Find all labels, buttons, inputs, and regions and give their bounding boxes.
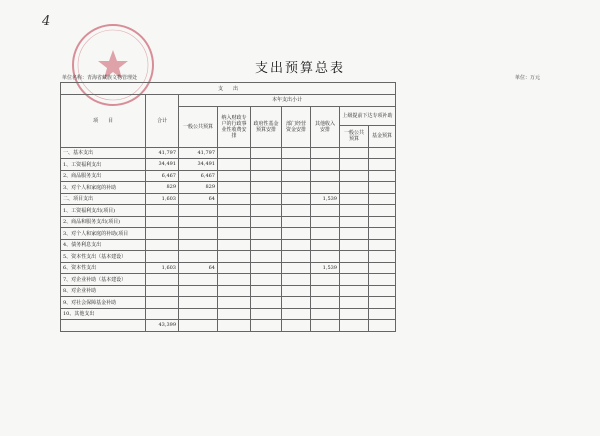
table-cell [311, 251, 340, 263]
table-cell [218, 147, 251, 159]
table-cell [369, 147, 396, 159]
table-cell [311, 147, 340, 159]
table-cell [218, 239, 251, 251]
table-cell: 64 [179, 193, 218, 205]
table-cell [369, 159, 396, 171]
table-cell [369, 228, 396, 240]
table-cell [311, 320, 340, 332]
table-cell [369, 216, 396, 228]
table-cell [311, 228, 340, 240]
table-cell [251, 297, 282, 309]
table-cell [251, 228, 282, 240]
table-cell: 34,491 [179, 159, 218, 171]
table-row [61, 205, 396, 217]
table-cell [146, 228, 179, 240]
table-cell [282, 228, 311, 240]
table-cell [179, 251, 218, 263]
table-cell [251, 308, 282, 320]
table-cell [340, 228, 369, 240]
table-cell: 6、资本性支出 [61, 262, 146, 274]
table-cell [369, 182, 396, 194]
header-gov-fund: 政府性基金预算安排 [251, 106, 282, 147]
table-cell [251, 262, 282, 274]
table-cell [369, 320, 396, 332]
table-cell [146, 274, 179, 286]
table-cell [369, 205, 396, 217]
table-cell [340, 262, 369, 274]
table-cell: 二、项目支出 [61, 193, 146, 205]
table-cell [218, 251, 251, 263]
table-cell [251, 159, 282, 171]
budget-table [60, 82, 396, 332]
table-cell [282, 308, 311, 320]
table-cell [179, 320, 218, 332]
table-cell [179, 205, 218, 217]
table-cell [311, 182, 340, 194]
table-cell [282, 239, 311, 251]
table-cell [311, 170, 340, 182]
table-cell [340, 216, 369, 228]
table-cell [146, 285, 179, 297]
table-cell [369, 297, 396, 309]
table-cell: 829 [146, 182, 179, 194]
header-superior-special: 上级提前下达专项补助 [340, 106, 396, 125]
table-cell [61, 320, 146, 332]
table-cell [146, 251, 179, 263]
table-row [61, 159, 396, 171]
unit-name: 单位名称：青海省藏族文物管理处 [62, 75, 138, 81]
table-cell: 7、对企业补助（基本建设） [61, 274, 146, 286]
table-cell [146, 308, 179, 320]
table-cell [340, 251, 369, 263]
header-fiscal-special: 纳入财政专户的行政事业性收费安排 [218, 106, 251, 147]
table-cell: 829 [179, 182, 218, 194]
table-row [61, 262, 396, 274]
table-cell [340, 147, 369, 159]
table-cell [311, 297, 340, 309]
table-cell [340, 205, 369, 217]
table-row [61, 285, 396, 297]
table-cell [218, 159, 251, 171]
table-cell [282, 147, 311, 159]
table-cell [340, 193, 369, 205]
header-total: 合计 [146, 95, 179, 148]
table-cell: 1,603 [146, 262, 179, 274]
table-cell: 1,603 [146, 193, 179, 205]
table-cell [369, 170, 396, 182]
table-cell [311, 285, 340, 297]
table-cell: 10、其他支出 [61, 308, 146, 320]
table-cell: 1,539 [311, 193, 340, 205]
table-cell: 5、资本性支出（基本建设） [61, 251, 146, 263]
table-cell [179, 216, 218, 228]
table-row [61, 228, 396, 240]
table-cell [146, 297, 179, 309]
table-cell [251, 170, 282, 182]
table-cell [340, 159, 369, 171]
table-cell: 2、商品服务支出 [61, 170, 146, 182]
table-row [61, 239, 396, 251]
table-cell [218, 297, 251, 309]
table-cell [311, 216, 340, 228]
table-cell [179, 308, 218, 320]
table-cell: 3、对个人和家庭的补助(项目 [61, 228, 146, 240]
table-cell: 9、对社会保障基金补助 [61, 297, 146, 309]
table-cell [282, 205, 311, 217]
table-cell [218, 182, 251, 194]
table-cell: 一、基本支出 [61, 147, 146, 159]
table-cell [369, 274, 396, 286]
table-cell [340, 182, 369, 194]
table-cell [282, 274, 311, 286]
table-cell [218, 228, 251, 240]
table-cell [179, 285, 218, 297]
table-cell [179, 274, 218, 286]
table-cell [251, 274, 282, 286]
table-cell [369, 239, 396, 251]
table-cell [251, 285, 282, 297]
table-row [61, 170, 396, 182]
table-cell [340, 274, 369, 286]
table-cell [251, 320, 282, 332]
table-row [61, 216, 396, 228]
money-unit: 单位：万元 [514, 75, 540, 81]
table-cell [146, 239, 179, 251]
table-cell [340, 320, 369, 332]
table-cell [282, 193, 311, 205]
table-cell [218, 262, 251, 274]
table-cell: 1,539 [311, 262, 340, 274]
table-row-total [61, 320, 396, 332]
header-current-year-subtotal: 本年支出小计 [179, 95, 396, 107]
table-cell [179, 239, 218, 251]
table-cell [369, 262, 396, 274]
table-cell: 41,797 [146, 147, 179, 159]
table-cell: 4、债务利息支出 [61, 239, 146, 251]
table-cell [369, 285, 396, 297]
table-cell [282, 320, 311, 332]
table-cell [340, 170, 369, 182]
table-cell [311, 159, 340, 171]
table-row [61, 297, 396, 309]
table-cell [218, 274, 251, 286]
table-cell [340, 297, 369, 309]
header-sup-general: 一般公共预算 [340, 125, 369, 147]
table-cell [340, 308, 369, 320]
page-title: 支出预算总表 [254, 61, 345, 76]
table-cell [218, 308, 251, 320]
header-other-income: 其他收入安排 [311, 106, 340, 147]
table-cell [218, 216, 251, 228]
table-row [61, 308, 396, 320]
table-cell [311, 274, 340, 286]
table-cell [282, 285, 311, 297]
table-cell [218, 285, 251, 297]
header-item: 项 目 [61, 95, 146, 148]
table-cell: 6,467 [146, 170, 179, 182]
table-cell [251, 182, 282, 194]
header-general-budget: 一般公共预算 [179, 106, 218, 147]
table-cell [251, 216, 282, 228]
table-cell: 1、工资福利支出 [61, 159, 146, 171]
table-cell [251, 193, 282, 205]
table-cell: 1、工资福利支出(项目) [61, 205, 146, 217]
table-cell [218, 193, 251, 205]
table-cell [218, 205, 251, 217]
table-cell [146, 216, 179, 228]
table-cell [282, 297, 311, 309]
table-cell: 2、商品和服务支出(项目) [61, 216, 146, 228]
table-cell: 34,491 [146, 159, 179, 171]
table-cell [179, 228, 218, 240]
table-cell [369, 308, 396, 320]
table-cell [282, 262, 311, 274]
table-row [61, 147, 396, 159]
table-cell [218, 170, 251, 182]
table-cell [251, 205, 282, 217]
header-sup-fund: 基金预算 [369, 125, 396, 147]
table-cell [282, 182, 311, 194]
table-cell: 41,797 [179, 147, 218, 159]
table-cell [340, 239, 369, 251]
table-cell [311, 308, 340, 320]
table-cell [251, 147, 282, 159]
table-cell [311, 205, 340, 217]
table-cell [369, 251, 396, 263]
table-cell [179, 297, 218, 309]
table-cell [251, 251, 282, 263]
table-cell [146, 205, 179, 217]
table-cell: 8、对企业补助 [61, 285, 146, 297]
table-row [61, 274, 396, 286]
handwritten-page-mark: 4 [42, 14, 51, 29]
header-dept-operating: 部门经营资金安排 [282, 106, 311, 147]
table-cell: 43,399 [146, 320, 179, 332]
table-cell: 6,467 [179, 170, 218, 182]
table-row [61, 251, 396, 263]
table-cell: 3、对个人和家庭的补助 [61, 182, 146, 194]
table-cell [282, 216, 311, 228]
table-cell [311, 239, 340, 251]
table-cell [282, 251, 311, 263]
table-cell [218, 320, 251, 332]
table-cell [282, 159, 311, 171]
table-cell [369, 193, 396, 205]
table-cell [282, 170, 311, 182]
table-row [61, 182, 396, 194]
header-expenditure: 支 出 [61, 83, 396, 95]
table-cell [340, 285, 369, 297]
table-cell: 64 [179, 262, 218, 274]
table-cell [251, 239, 282, 251]
table-row [61, 193, 396, 205]
